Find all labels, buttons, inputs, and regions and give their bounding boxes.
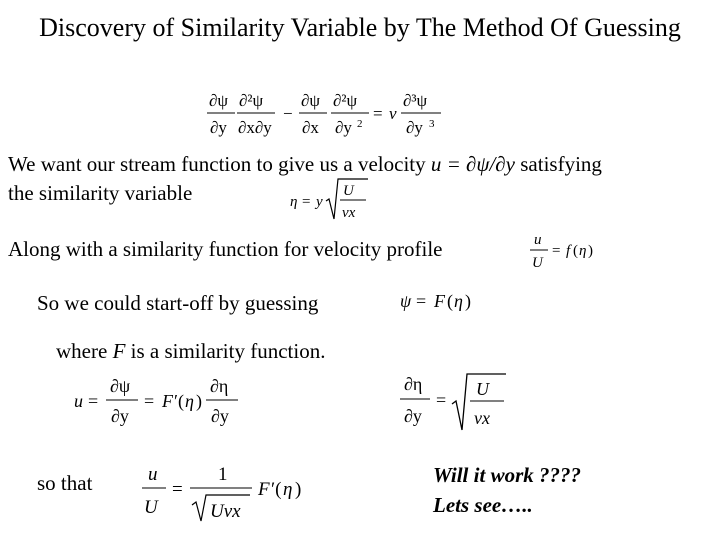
velocity-profile-equation — [528, 227, 618, 275]
text-line-similarity-function — [56, 338, 325, 364]
eta-definition-equation — [288, 175, 373, 225]
svg-text:F: F — [434, 291, 445, 311]
svg-text:=: = — [373, 104, 383, 123]
line5-suffix: is a similarity function. — [125, 339, 326, 363]
svg-text:∂ψ: ∂ψ — [110, 376, 131, 396]
line1-formula: u = ∂ψ/∂y — [430, 152, 515, 176]
svg-text:νx: νx — [342, 205, 356, 221]
boundary-layer-equation — [205, 86, 455, 144]
svg-text:=: = — [436, 390, 447, 410]
svg-text:∂η: ∂η — [404, 374, 423, 394]
svg-text:u: u — [534, 232, 542, 248]
svg-text:∂y: ∂y — [210, 118, 227, 137]
svg-text:Uνx: Uνx — [210, 501, 241, 522]
svg-text:∂³ψ: ∂³ψ — [403, 91, 428, 110]
u-over-U-equation — [140, 455, 330, 527]
svg-text:ψ: ψ — [400, 291, 412, 311]
svg-text:η: η — [579, 243, 587, 259]
svg-text:U: U — [476, 379, 489, 399]
svg-text:=: = — [144, 391, 155, 411]
text-line-so-that: so that — [37, 471, 93, 495]
svg-text:2: 2 — [357, 118, 363, 130]
svg-text:): ) — [295, 479, 302, 500]
svg-text:(: ( — [573, 243, 578, 259]
svg-text:′(: ′( — [271, 479, 282, 500]
svg-text:νx: νx — [474, 408, 490, 428]
svg-text:=: = — [302, 194, 311, 210]
svg-text:∂y: ∂y — [211, 406, 229, 426]
svg-text:∂²ψ: ∂²ψ — [239, 91, 264, 110]
svg-text:=: = — [88, 391, 99, 411]
svg-text:∂ψ: ∂ψ — [209, 91, 229, 110]
svg-text:U: U — [144, 497, 158, 518]
svg-text:η: η — [454, 291, 463, 311]
line1-suffix: satisfying — [515, 152, 602, 176]
svg-text:−: − — [283, 104, 293, 123]
svg-text:u: u — [74, 391, 83, 411]
svg-text:=: = — [416, 291, 427, 311]
line1-prefix: We want our stream function to give us a velocity — [8, 152, 431, 176]
svg-text:∂y: ∂y — [406, 118, 423, 137]
svg-text:(: ( — [447, 291, 453, 311]
svg-text:η: η — [283, 479, 293, 500]
svg-text:∂y: ∂y — [111, 406, 129, 426]
svg-text:1: 1 — [218, 464, 228, 485]
svg-text:∂y: ∂y — [335, 118, 352, 137]
svg-text:F: F — [162, 391, 173, 411]
svg-text:η: η — [290, 194, 298, 210]
svg-text:): ) — [465, 291, 471, 311]
svg-text:∂x∂y: ∂x∂y — [238, 118, 272, 137]
svg-text:∂²ψ: ∂²ψ — [333, 91, 358, 110]
svg-text:∂y: ∂y — [404, 406, 422, 426]
stream-function-guess-equation — [398, 283, 508, 319]
line5-var: F — [112, 339, 126, 363]
svg-text:=: = — [552, 243, 561, 259]
text-line-similarity-variable: the similarity variable — [8, 181, 193, 205]
note-lets-see: Lets see….. — [433, 493, 533, 517]
svg-text:): ) — [196, 391, 202, 411]
svg-text:U: U — [532, 255, 543, 271]
svg-text:F: F — [258, 479, 270, 500]
text-line-velocity — [8, 151, 602, 177]
line5-prefix: where — [56, 339, 113, 363]
svg-text:ν: ν — [389, 104, 397, 123]
note-will-it-work: Will it work ???? — [433, 463, 581, 487]
svg-text:3: 3 — [429, 118, 435, 130]
svg-text:∂x: ∂x — [302, 118, 319, 137]
svg-text:): ) — [588, 243, 593, 259]
svg-text:′(: ′( — [174, 391, 184, 411]
u-chain-rule-equation — [72, 370, 272, 432]
svg-text:∂η: ∂η — [210, 376, 229, 396]
text-line-guessing: So we could start-off by guessing — [37, 291, 319, 315]
svg-text:u: u — [148, 464, 158, 485]
text-line-velocity-profile: Along with a similarity function for velocity profile — [8, 237, 443, 261]
slide-title: Discovery of Similarity Variable by The Method Of Guessing — [39, 13, 681, 42]
svg-text:U: U — [343, 183, 354, 199]
svg-text:y: y — [316, 194, 323, 210]
svg-text:=: = — [172, 479, 183, 500]
svg-text:∂ψ: ∂ψ — [301, 91, 321, 110]
svg-text:f: f — [566, 243, 571, 259]
deta-dy-equation — [398, 368, 518, 436]
svg-text:η: η — [185, 391, 194, 411]
